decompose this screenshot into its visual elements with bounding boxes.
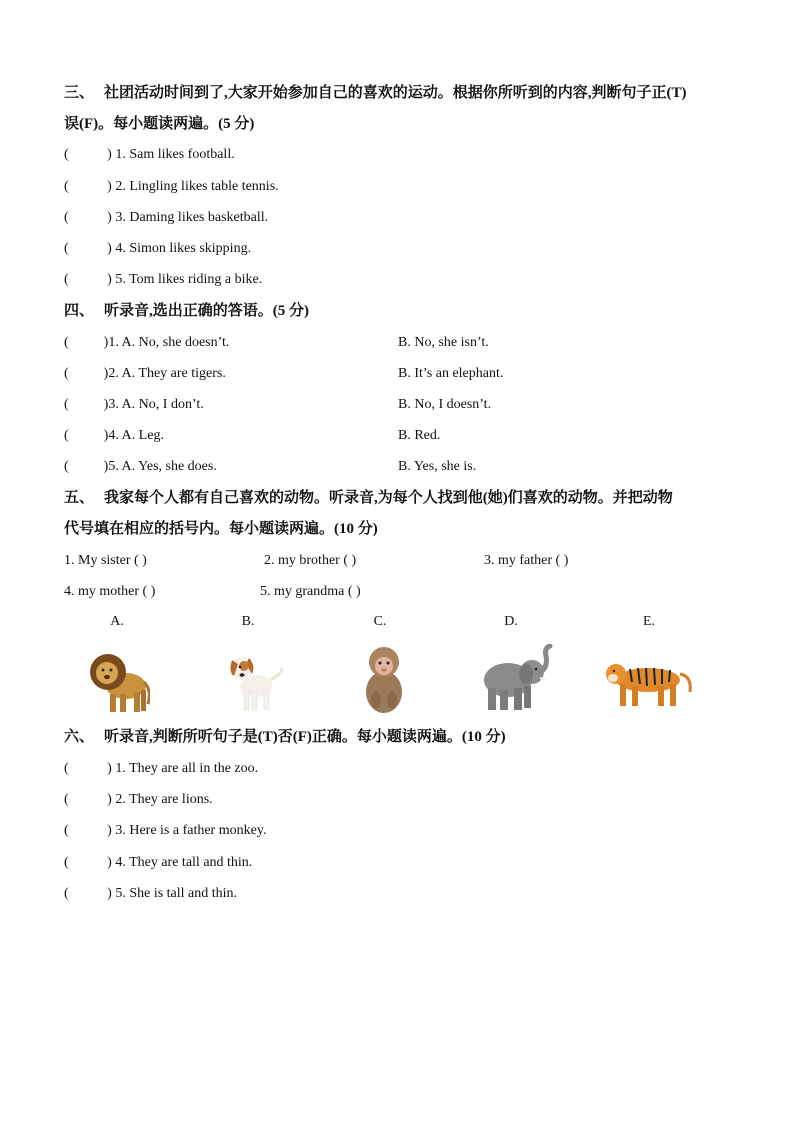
section-5-title-line1: 我家每个人都有自己喜欢的动物。听录音,为每个人找到他(她)们喜欢的动物。并把动物 [104,490,673,506]
s4-option-b: B. No, she isn’t. [398,335,489,350]
s4-item-5 [64,458,217,476]
s3-item-text: 2. Lingling likes table tennis. [115,179,279,194]
answer-paren[interactable]: ( ) [64,272,112,287]
answer-paren[interactable]: ( [64,428,104,443]
s4-option-a: )1. A. No, she doesn’t. [103,335,230,350]
s6-item-5 [64,885,237,903]
answer-paren[interactable]: ( [64,366,104,381]
s5-item-3[interactable]: 3. my father ( ) [484,553,569,568]
s6-item-4 [64,854,252,872]
tiger-picture [602,652,694,710]
s4-option-b: B. Yes, she is. [398,459,477,474]
animal-label-d: D. [504,614,518,629]
s4-option-b: B. No, I doesn’t. [398,397,492,412]
section-3-title-line1: 社团活动时间到了,大家开始参加自己的喜欢的运动。根据你所听到的内容,判断句子正(T) [104,85,687,101]
answer-paren[interactable]: ( ) [64,241,112,256]
s5-item-5[interactable]: 5. my grandma ( ) [260,584,361,599]
section-6-number: 六、 [64,729,95,745]
s3-item-text: 5. Tom likes riding a bike. [115,272,263,287]
s4-option-a: )3. A. No, I don’t. [103,397,204,412]
section-4-heading [64,302,309,320]
s5-item-4[interactable]: 4. my mother ( ) [64,584,156,599]
section-6-heading [64,728,506,746]
section-4-number: 四、 [64,303,95,319]
s3-item-text: 4. Simon likes skipping. [115,241,252,256]
answer-paren[interactable]: ( ) [64,147,112,162]
s3-item-2 [64,178,279,196]
s4-item-1 [64,334,229,352]
section-3-title-line2: 误(F)。每小题读两遍。(5 分) [64,116,255,132]
s6-item-1 [64,760,258,778]
answer-paren[interactable]: ( ) [64,210,112,225]
s3-item-text: 1. Sam likes football. [115,147,235,162]
monkey-picture [358,642,410,716]
section-5-heading [64,489,673,507]
s6-item-3 [64,822,266,840]
answer-paren[interactable]: ( [64,397,104,412]
dog-picture [222,646,286,712]
s3-item-4 [64,240,251,258]
s4-item-4 [64,427,164,445]
answer-paren[interactable]: ( ) [64,761,112,776]
section-5-number: 五、 [64,490,95,506]
answer-paren[interactable]: ( ) [64,823,112,838]
s6-item-text: 2. They are lions. [115,792,213,807]
s4-item-2 [64,365,226,383]
answer-paren[interactable]: ( [64,335,104,350]
s5-item-2[interactable]: 2. my brother ( ) [264,553,357,568]
s4-option-a: )5. A. Yes, she does. [103,459,217,474]
section-3-heading [64,84,687,102]
s4-item-3 [64,396,204,414]
answer-paren[interactable]: ( ) [64,792,112,807]
section-3-number: 三、 [64,85,95,101]
elephant-picture [478,644,554,712]
animal-label-a: A. [110,614,124,629]
s6-item-2 [64,791,213,809]
s3-item-text: 3. Daming likes basketball. [115,210,269,225]
s6-item-text: 3. Here is a father monkey. [115,823,267,838]
s4-option-b: B. Red. [398,428,441,443]
s4-option-a: )2. A. They are tigers. [103,366,226,381]
s6-item-text: 1. They are all in the zoo. [115,761,259,776]
answer-paren[interactable]: ( ) [64,855,112,870]
answer-paren[interactable]: ( ) [64,179,112,194]
s6-item-text: 4. They are tall and thin. [115,855,253,870]
section-6-title: 听录音,判断所听句子是(T)否(F)正确。每小题读两遍。(10 分) [104,729,506,745]
s5-item-1[interactable]: 1. My sister ( ) [64,553,147,568]
s3-item-1 [64,146,235,164]
s4-option-a: )4. A. Leg. [103,428,164,443]
animal-label-e: E. [642,614,656,629]
answer-paren[interactable]: ( [64,459,104,474]
s3-item-3 [64,209,268,227]
section-4-title: 听录音,选出正确的答语。(5 分) [104,303,309,319]
animal-label-b: B. [241,614,255,629]
section-5-title-line2: 代号填在相应的括号内。每小题读两遍。(10 分) [64,521,378,537]
s4-option-b: B. It’s an elephant. [398,366,504,381]
lion-picture [86,644,150,714]
animal-label-c: C. [373,614,387,629]
s6-item-text: 5. She is tall and thin. [115,886,238,901]
answer-paren[interactable]: ( ) [64,886,112,901]
s3-item-5 [64,271,262,289]
